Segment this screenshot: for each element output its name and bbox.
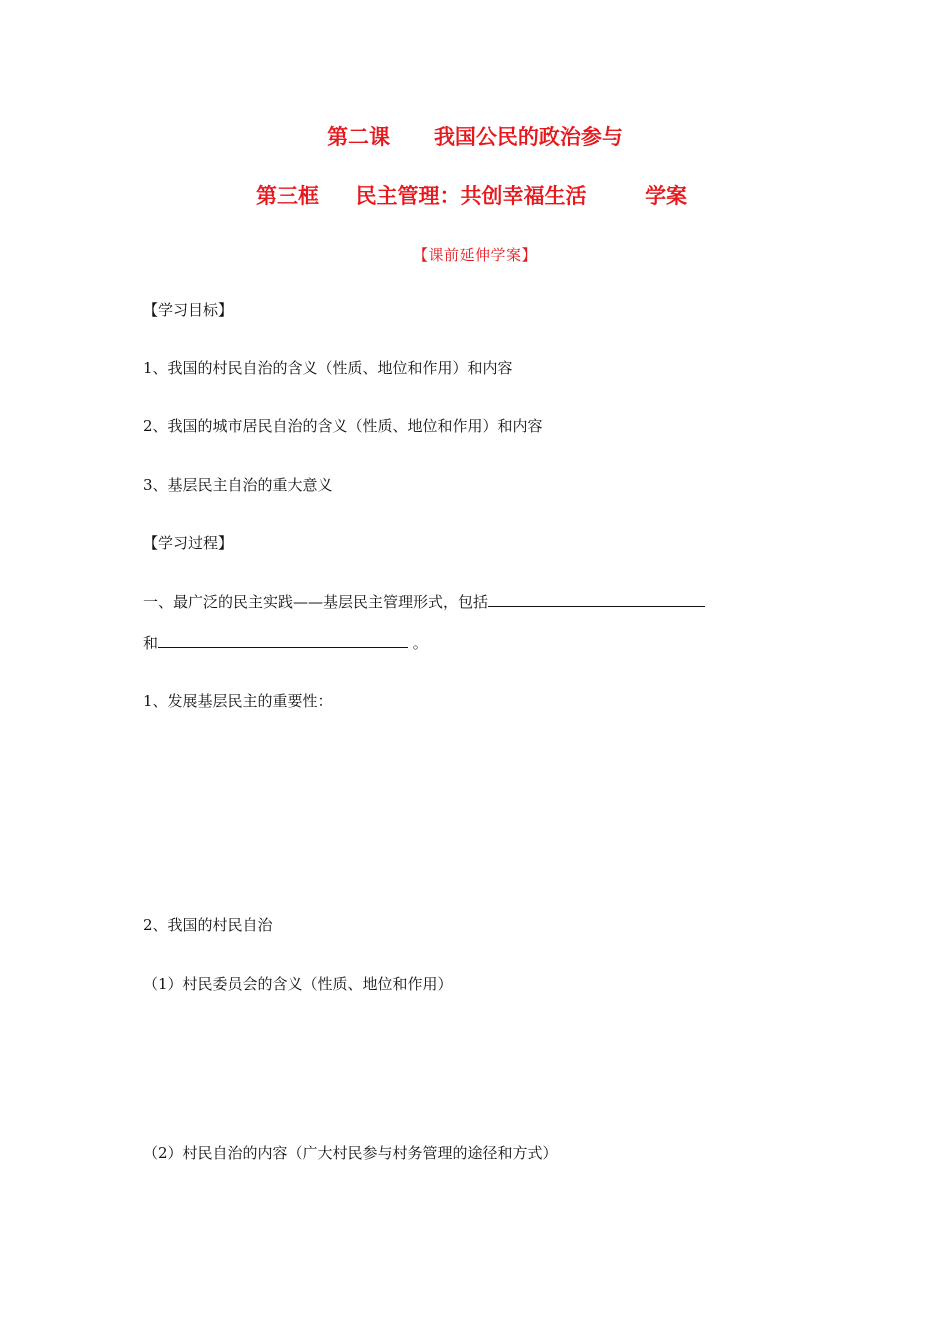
part1-prefix: 和 xyxy=(143,634,159,652)
lesson-name: 我国公民的政治参与 xyxy=(433,125,623,149)
doc-type: 学案 xyxy=(645,184,688,208)
part1-text: 一、最广泛的民主实践——基层民主管理形式，包括 xyxy=(143,593,489,611)
frame-number: 第三框 xyxy=(256,184,319,208)
lesson-title xyxy=(0,121,950,151)
part1-line2 xyxy=(143,633,428,653)
objective-item-1: 1、我国的村民自治的含义（性质、地位和作用）和内容 xyxy=(143,359,513,377)
objective-item-2: 2、我国的城市居民自治的含义（性质、地位和作用）和内容 xyxy=(143,417,543,435)
section-tag: 【课前延伸学案】 xyxy=(412,246,537,264)
fill-blank-1[interactable] xyxy=(488,592,705,607)
frame-name: 民主管理：共创幸福生活 xyxy=(355,184,587,208)
fill-blank-2[interactable] xyxy=(158,633,408,648)
part1-suffix: 。 xyxy=(412,634,428,652)
part1-line1 xyxy=(143,592,705,612)
question-2-2: （2）村民自治的内容（广大村民参与村务管理的途径和方式） xyxy=(143,1144,558,1162)
process-heading: 【学习过程】 xyxy=(143,534,234,552)
question-2: 2、我国的村民自治 xyxy=(143,916,273,934)
lesson-number: 第二课 xyxy=(327,125,391,149)
objectives-heading: 【学习目标】 xyxy=(143,301,234,319)
question-2-1: （1）村民委员会的含义（性质、地位和作用） xyxy=(143,975,453,993)
frame-title xyxy=(256,180,687,210)
objective-item-3: 3、基层民主自治的重大意义 xyxy=(143,476,333,494)
question-1: 1、发展基层民主的重要性： xyxy=(143,692,333,710)
